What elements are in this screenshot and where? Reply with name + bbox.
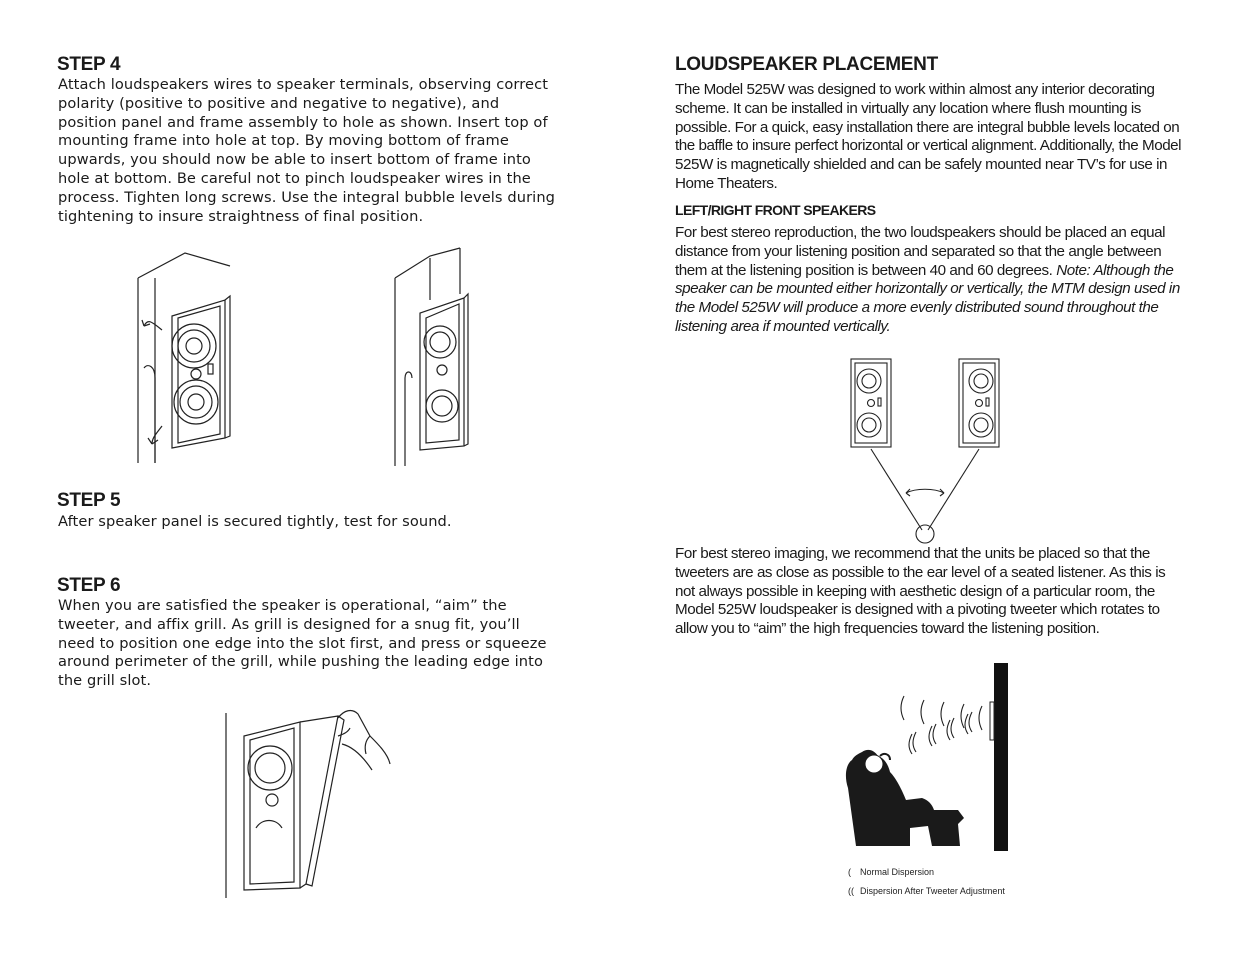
front-speakers-subheading: LEFT/RIGHT FRONT SPEAKERS — [675, 202, 876, 218]
step5-title: STEP 5 — [57, 490, 121, 511]
section-title: LOUDSPEAKER PLACEMENT — [675, 54, 938, 75]
listening-position-diagram — [840, 660, 1010, 860]
legend-normal-dispersion — [848, 867, 934, 877]
step6-text: When you are satisfied the speaker is operational, “aim” the tweeter, and affix grill. As grill is designed for a snug fit, you’ll need to position one edge into the slot first, and press or squeeze around perimeter of the grill, while pushing the leading edge into the grill slot. — [58, 597, 547, 690]
wall-icon — [994, 663, 1008, 851]
stereo-angle-diagram — [848, 356, 1008, 546]
legend-adjusted-symbol: (( — [848, 886, 854, 896]
front-speakers-text — [675, 224, 1185, 337]
step4-install-illustration — [130, 238, 490, 478]
intro-text: The Model 525W was designed to work within almost any interior decorating scheme. It can be installed in virtually any location where flush mounting is possible. For a quick, easy installation there are integral bubble levels located on the baffle to insure perfect horizontal or vertical alignment. Additionally, the Model 525W is magnetically shielded and can be safely mounted near TV’s for use in Home Theaters. — [675, 81, 1182, 192]
step6-title: STEP 6 — [57, 575, 121, 596]
legend-adjusted-dispersion — [848, 886, 1005, 896]
step5-text: After speaker panel is secured tightly, test for sound. — [58, 513, 452, 530]
legend-normal-symbol: ( — [848, 867, 851, 877]
front-note: Note: Although the speaker can be mounted either horizontally or vertically, the MTM design used in the Model 525W will produce a more evenly distributed sound throughout the listening area if mounted vertically. — [675, 261, 1180, 335]
listener-icon — [846, 750, 964, 846]
step6-grill-illustration — [220, 708, 400, 898]
legend-adjusted-label: Dispersion After Tweeter Adjustment — [860, 886, 1005, 896]
step4-title: STEP 4 — [57, 54, 121, 75]
front-text: For best stereo reproduction, the two loudspeakers should be placed an equal distance from your listening position and separated so that the angle between them at the listening position is between 40 and 60 degrees. — [675, 224, 1166, 279]
imaging-text: For best stereo imaging, we recommend that the units be placed so that the tweeters are as close as possible to the ear level of a seated listener. As this is not always possible in keeping with aesthetic design of a particular room, the Model 525W loudspeaker is designed with a pivoting tweeter which rotates to allow you to “aim” the high frequencies toward the listening position. — [675, 545, 1166, 638]
step4-text: Attach loudspeakers wires to speaker terminals, observing correct polarity (positive to positive and negative to negative), and position panel and frame assembly to hole as shown. Insert top of mounting frame into hole at top. By moving bottom of frame upwards, you should now be able to insert bottom of frame into hole at bottom. Be careful not to pinch loudspeaker wires in the process. Tighten long screws. Use the integral bubble levels during tightening to insure straightness of final position. — [58, 76, 556, 225]
legend-normal-label: Normal Dispersion — [860, 867, 935, 877]
